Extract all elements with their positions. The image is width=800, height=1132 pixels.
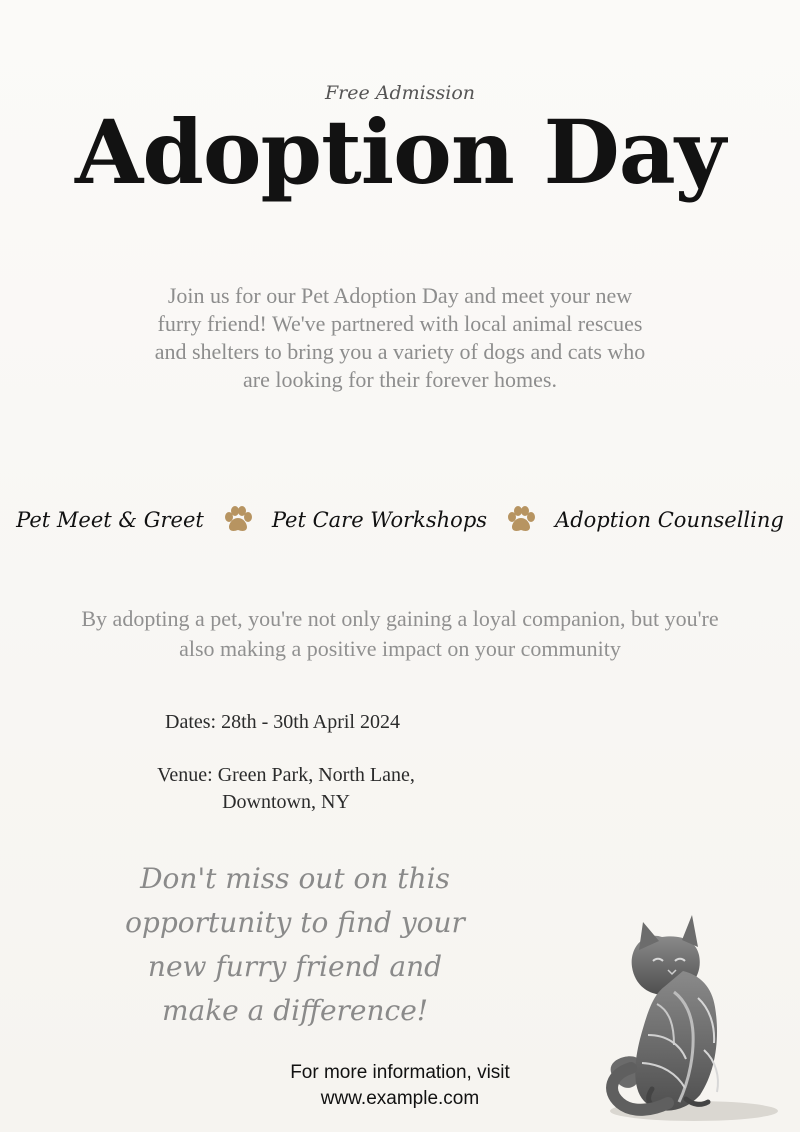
contact-info: For more information, visit www.example.com — [290, 1062, 510, 1109]
event-venue: Venue: Green Park, North Lane, Downtown, NY — [157, 764, 415, 813]
free-admission-label: Free Admission — [324, 82, 476, 104]
cat-illustration — [590, 875, 795, 1125]
feature-workshops: Pet Care Workshops — [271, 508, 488, 532]
page-title: Adoption Day — [75, 100, 725, 204]
paw-icon — [222, 505, 254, 535]
impact-paragraph: By adopting a pet, you're not only gaining a loyal companion, but you're also making a positive impact on your community — [81, 606, 719, 661]
feature-list — [0, 505, 800, 535]
event-dates: Dates: 28th - 30th April 2024 — [165, 711, 400, 733]
feature-meet-greet: Pet Meet & Greet — [16, 508, 204, 532]
paw-icon — [505, 505, 537, 535]
intro-paragraph: Join us for our Pet Adoption Day and meet your new furry friend! We've partnered with local animal rescues and shelters to bring you a variety of dogs and cats who are looking for their forever homes. — [154, 283, 646, 392]
feature-counselling: Adoption Counselling — [555, 508, 784, 532]
cta-message: Don't miss out on this opportunity to find your new furry friend and make a difference! — [125, 862, 465, 1027]
